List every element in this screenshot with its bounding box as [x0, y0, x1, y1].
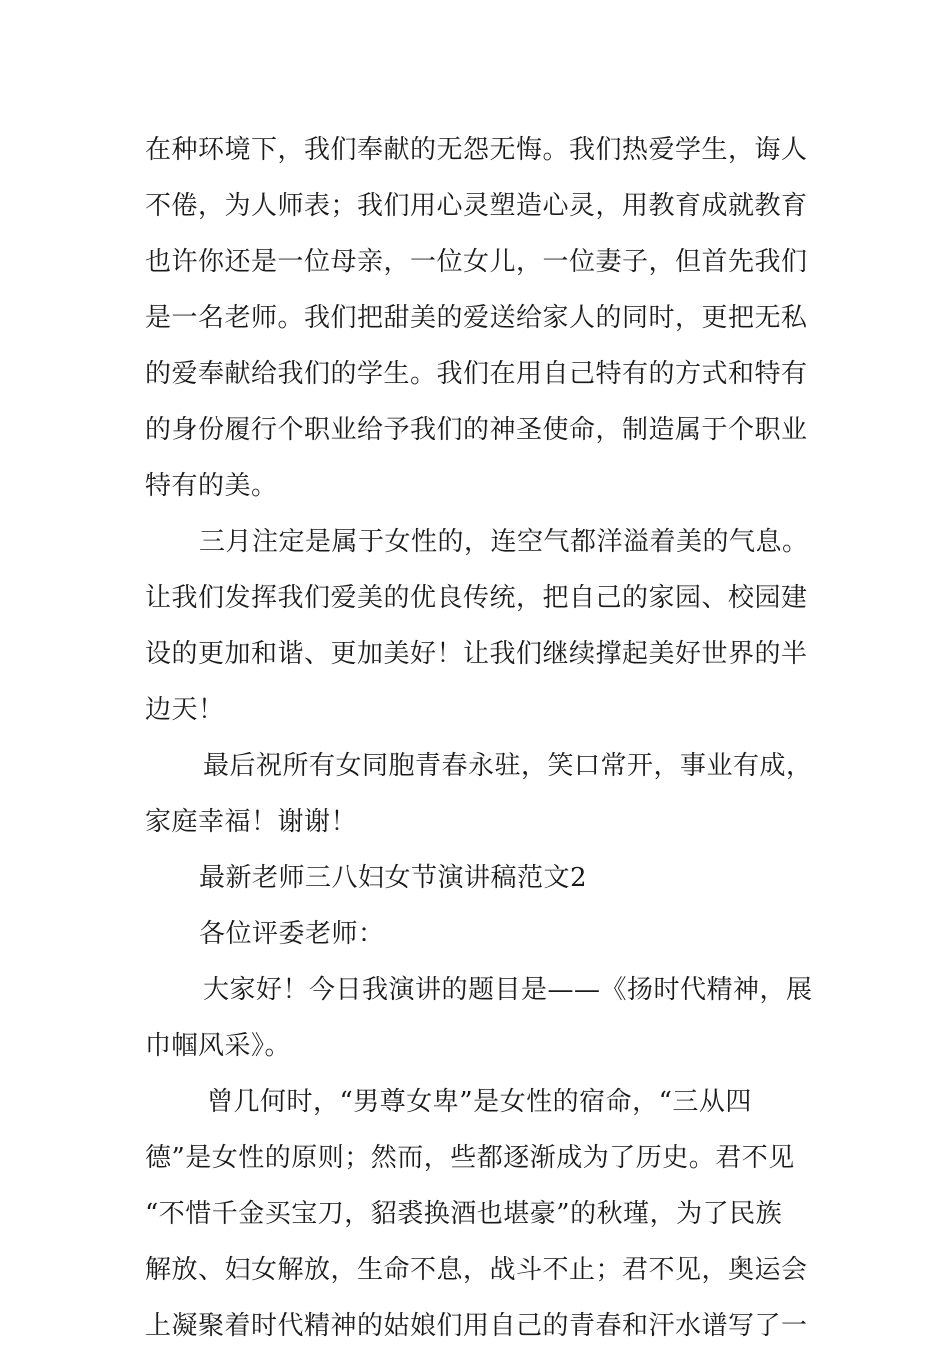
- text-line: 不倦，为人师表；我们用心灵塑造心灵，用教育成就教育: [145, 191, 808, 221]
- text-line: 上凝聚着时代精神的姑娘们用自己的青春和汗水谱写了一: [145, 1311, 808, 1341]
- salutation: 各位评委老师：: [199, 919, 385, 949]
- paragraph-start-line: 大家好！今日我演讲的题目是——《扬时代精神，展: [203, 975, 813, 1005]
- text-line: 的爱奉献给我们的学生。我们在用自己特有的方式和特有: [145, 359, 808, 389]
- document-body: [145, 122, 813, 1354]
- text-line: 在种环境下，我们奉献的无怨无悔。我们热爱学生，诲人: [145, 135, 808, 165]
- paragraph-start-line: 曾几何时，“男尊女卑”是女性的宿命，“三从四: [207, 1087, 752, 1117]
- text-line: 让我们发挥我们爱美的优良传统，把自己的家园、校园建: [145, 583, 808, 613]
- text-line: 也许你还是一位母亲，一位女儿，一位妻子，但首先我们: [145, 247, 808, 277]
- text-line: “不惜千金买宝刀，貂裘换酒也堪豪”的秋瑾，为了民族: [145, 1199, 783, 1229]
- text-line: 边天！: [145, 695, 225, 725]
- text-line: 特有的美。: [145, 471, 278, 501]
- text-line: 德”是女性的原则；然而，些都逐渐成为了历史。君不见: [145, 1143, 795, 1173]
- text-line: 家庭幸福！谢谢！: [145, 807, 358, 837]
- text-line: 设的更加和谐、更加美好！让我们继续撑起美好世界的半: [145, 639, 808, 669]
- paragraph-start-line: 三月注定是属于女性的，连空气都洋溢着美的气息。: [199, 527, 809, 557]
- text-line: 的身份履行个职业给予我们的神圣使命，制造属于个职业: [145, 415, 808, 445]
- text-line: 解放、妇女解放，生命不息，战斗不止；君不见，奥运会: [145, 1255, 808, 1285]
- section-heading: 最新老师三八妇女节演讲稿范文2: [199, 863, 588, 893]
- paragraph-start-line: 最后祝所有女同胞青春永驻，笑口常开，事业有成，: [203, 751, 813, 781]
- text-line: 巾帼风采》。: [145, 1031, 292, 1061]
- text-line: 是一名老师。我们把甜美的爱送给家人的同时，更把无私: [145, 303, 808, 333]
